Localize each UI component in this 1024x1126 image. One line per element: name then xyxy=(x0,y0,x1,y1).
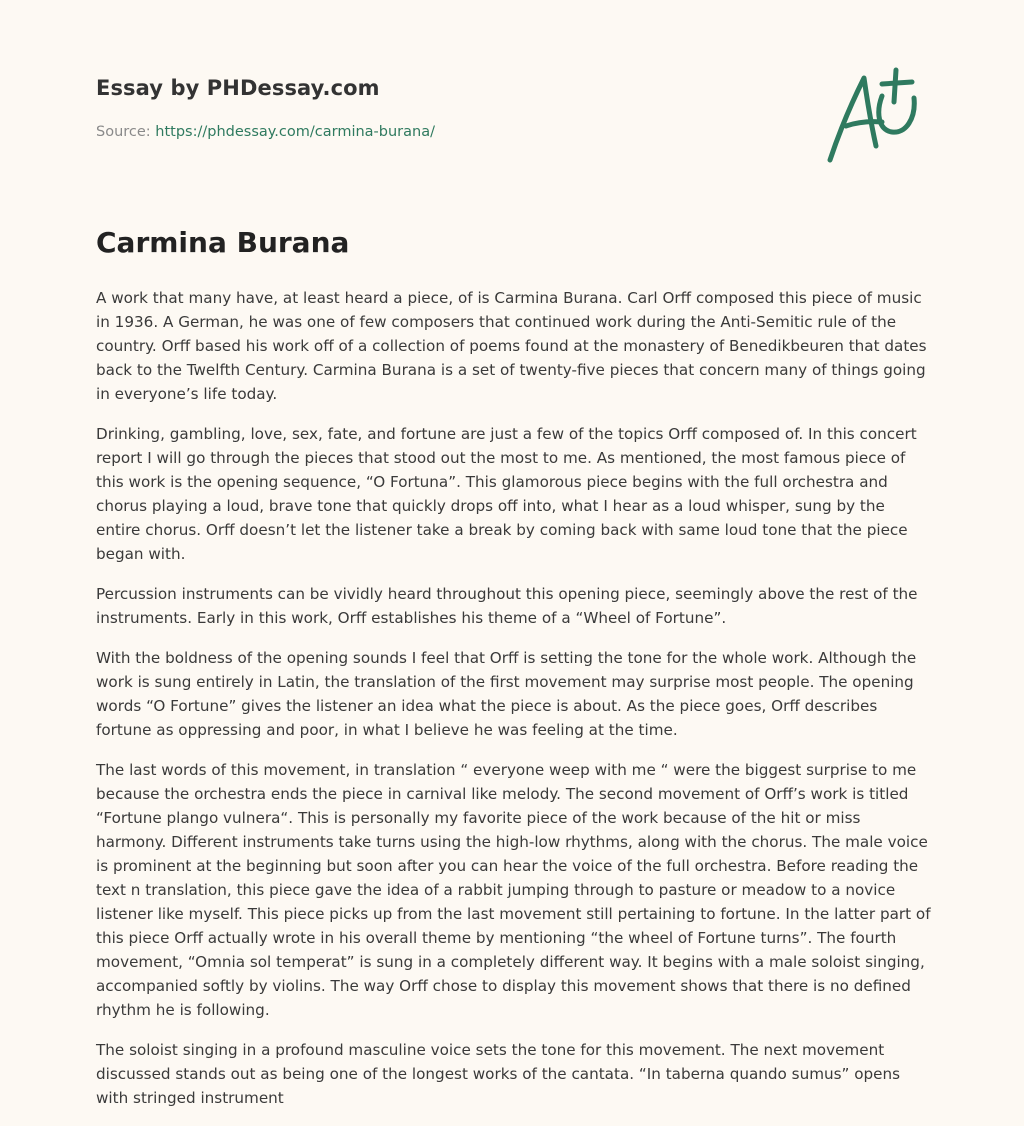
source-label: Source: xyxy=(96,124,156,140)
source-link[interactable]: https://phdessay.com/carmina-burana/ xyxy=(155,124,435,140)
essay-title: Carmina Burana xyxy=(96,226,350,259)
brand-title: Essay by PHDessay.com xyxy=(96,76,380,100)
essay-paragraph: With the boldness of the opening sounds I feel that Orff is setting the tone for the whole work. Although the work is sung entirely in Latin, the translation of the first movement may surprise most people. The opening words “O Fortune” gives the listener an idea what the piece is about. As the piece goes, Orff describes fortune as oppressing and poor, in what I believe he was feeling at the time. xyxy=(96,649,917,739)
essay-paragraph: A work that many have, at least heard a piece, of is Carmina Burana. Carl Orff composed this piece of music in 1936. A German, he was one of few composers that continued work during the Anti-Semitic rule of the country. Orff based his work off of a collection of poems found at the monastery of Benedikbeuren that dates back to the Twelfth Century. Carmina Burana is a set of twenty-five pieces that concern many of things going in everyone’s life today. xyxy=(96,289,927,403)
essay-paragraph: The soloist singing in a profound masculine voice sets the tone for this movement. The next movement discussed stands out as being one of the longest works of the cantata. “In taberna quando sumus” opens with stringed instrument xyxy=(96,1041,901,1107)
source-line xyxy=(96,124,435,140)
a-plus-grade-icon xyxy=(824,66,924,166)
essay-paragraph: The last words of this movement, in translation “ everyone weep with me “ were the biggest surprise to me because the orchestra ends the piece in carnival like melody. The second movement of Orff’s work is titled “Fortune plango vulnera“. This is personally my favorite piece of the work because of the hit or miss harmony. Different instruments take turns using the high-low rhythms, along with the chorus. The male voice is prominent at the beginning but soon after you can hear the voice of the full orchestra. Before reading the text n translation, this piece gave the idea of a rabbit jumping through to pasture or meadow to a novice listener like myself. This piece picks up from the last movement still pertaining to fortune. In the latter part of this piece Orff actually wrote in his overall theme by mentioning “the wheel of Fortune turns”. The fourth movement, “Omnia sol temperat” is sung in a completely different way. It begins with a male soloist singing, accompanied softly by violins. The way Orff chose to display this movement shows that there is no defined rhythm he is following. xyxy=(96,761,931,1019)
essay-body xyxy=(96,286,932,1126)
essay-paragraph: Percussion instruments can be vividly heard throughout this opening piece, seemingly above the rest of the instruments. Early in this work, Orff establishes his theme of a “Wheel of Fortune”. xyxy=(96,585,918,627)
essay-paragraph: Drinking, gambling, love, sex, fate, and fortune are just a few of the topics Orff composed of. In this concert report I will go through the pieces that stood out the most to me. As mentioned, the most famous piece of this work is the opening sequence, “O Fortuna”. This glamorous piece begins with the full orchestra and chorus playing a loud, brave tone that quickly drops off into, what I hear as a loud whisper, sung by the entire chorus. Orff doesn’t let the listener take a break by coming back with same loud tone that the piece began with. xyxy=(96,425,917,563)
